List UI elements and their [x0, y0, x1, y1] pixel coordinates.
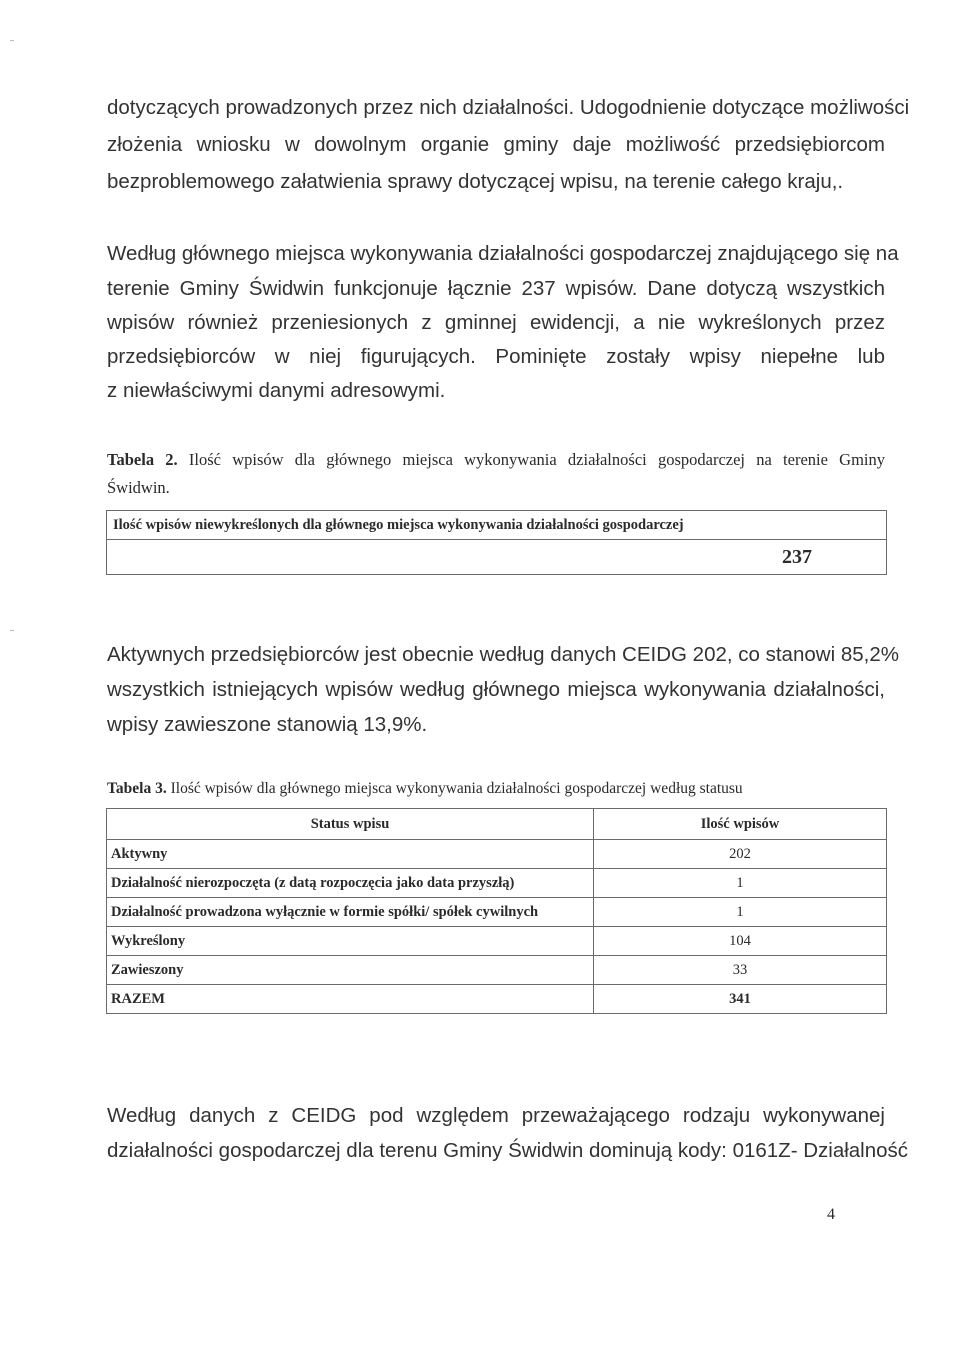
scan-mark	[10, 40, 14, 41]
table-3-status-cell: Zawieszony	[107, 956, 594, 985]
paragraph-2-line-1: Według głównego miejsca wykonywania działalności gospodarczej znajdującego się na	[107, 242, 899, 265]
paragraph-2-line-3: wpisów również przeniesionych z gminnej ewidencji, a nie wykreślonych przez	[107, 311, 885, 334]
table-row	[107, 869, 887, 898]
table-2-caption	[107, 450, 885, 470]
table-3-col-status: Status wpisu	[107, 809, 594, 840]
page-number: 4	[827, 1206, 835, 1223]
table-3-status-cell: Działalność prowadzona wyłącznie w formie spółki/ spółek cywilnych	[107, 898, 594, 927]
table-2	[106, 510, 887, 575]
table-row-total	[107, 985, 887, 1014]
table-2-caption-label: Tabela 2.	[107, 450, 178, 469]
table-3-col-count: Ilość wpisów	[594, 809, 887, 840]
paragraph-3-line-1: Aktywnych przedsiębiorców jest obecnie według danych CEIDG 202, co stanowi 85,2%	[107, 643, 899, 666]
table-3-header-row	[107, 809, 887, 840]
table-3-count-cell: 33	[594, 956, 887, 985]
table-row	[107, 840, 887, 869]
table-3-count-cell: 341	[594, 985, 887, 1014]
paragraph-1-line-3: bezproblemowego załatwienia sprawy dotyczącej wpisu, na terenie całego kraju,.	[107, 170, 844, 193]
paragraph-3-line-3: wpisy zawieszone stanowią 13,9%.	[107, 713, 428, 736]
paragraph-2-line-5: z niewłaściwymi danymi adresowymi.	[107, 379, 446, 402]
table-2-caption-line-2: Świdwin.	[107, 478, 170, 497]
table-3-count-cell: 1	[594, 898, 887, 927]
table-3-caption-label: Tabela 3.	[107, 780, 167, 797]
paragraph-1-line-2: złożenia wniosku w dowolnym organie gminy daje możliwość przedsiębiorcom	[107, 133, 885, 156]
table-3-caption-text: Ilość wpisów dla głównego miejsca wykonywania działalności gospodarczej według statusu	[170, 780, 743, 797]
table-row	[107, 956, 887, 985]
table-3-count-cell: 104	[594, 927, 887, 956]
table-3-status-cell: Aktywny	[107, 840, 594, 869]
table-2-value: 237	[107, 540, 887, 575]
paragraph-2-line-2: terenie Gminy Świdwin funkcjonuje łącznie 237 wpisów. Dane dotyczą wszystkich	[107, 277, 885, 300]
paragraph-1-line-1: dotyczących prowadzonych przez nich działalności. Udogodnienie dotyczące możliwości	[107, 96, 910, 119]
table-3-caption	[107, 780, 885, 798]
scan-mark	[10, 630, 14, 631]
paragraph-4-line-1: Według danych z CEIDG pod względem przeważającego rodzaju wykonywanej	[107, 1104, 885, 1127]
table-2-header: Ilość wpisów niewykreślonych dla głównego miejsca wykonywania działalności gospodarczej	[107, 511, 887, 540]
table-3-count-cell: 202	[594, 840, 887, 869]
table-3-status-cell: Działalność nierozpoczęta (z datą rozpoczęcia jako data przyszłą)	[107, 869, 594, 898]
table-3-status-cell: RAZEM	[107, 985, 594, 1014]
paragraph-3-line-2: wszystkich istniejących wpisów według głównego miejsca wykonywania działalności,	[107, 678, 885, 701]
paragraph-2-line-4: przedsiębiorców w niej figurujących. Pominięte zostały wpisy niepełne lub	[107, 345, 885, 368]
table-row	[107, 898, 887, 927]
paragraph-4-line-2: działalności gospodarczej dla terenu Gminy Świdwin dominują kody: 0161Z- Działalność	[107, 1139, 909, 1162]
table-row	[107, 927, 887, 956]
table-2-caption-text: Ilość wpisów dla głównego miejsca wykonywania działalności gospodarczej na terenie Gminy	[188, 450, 885, 469]
table-3-status-cell: Wykreślony	[107, 927, 594, 956]
table-3	[106, 808, 887, 1014]
table-3-count-cell: 1	[594, 869, 887, 898]
